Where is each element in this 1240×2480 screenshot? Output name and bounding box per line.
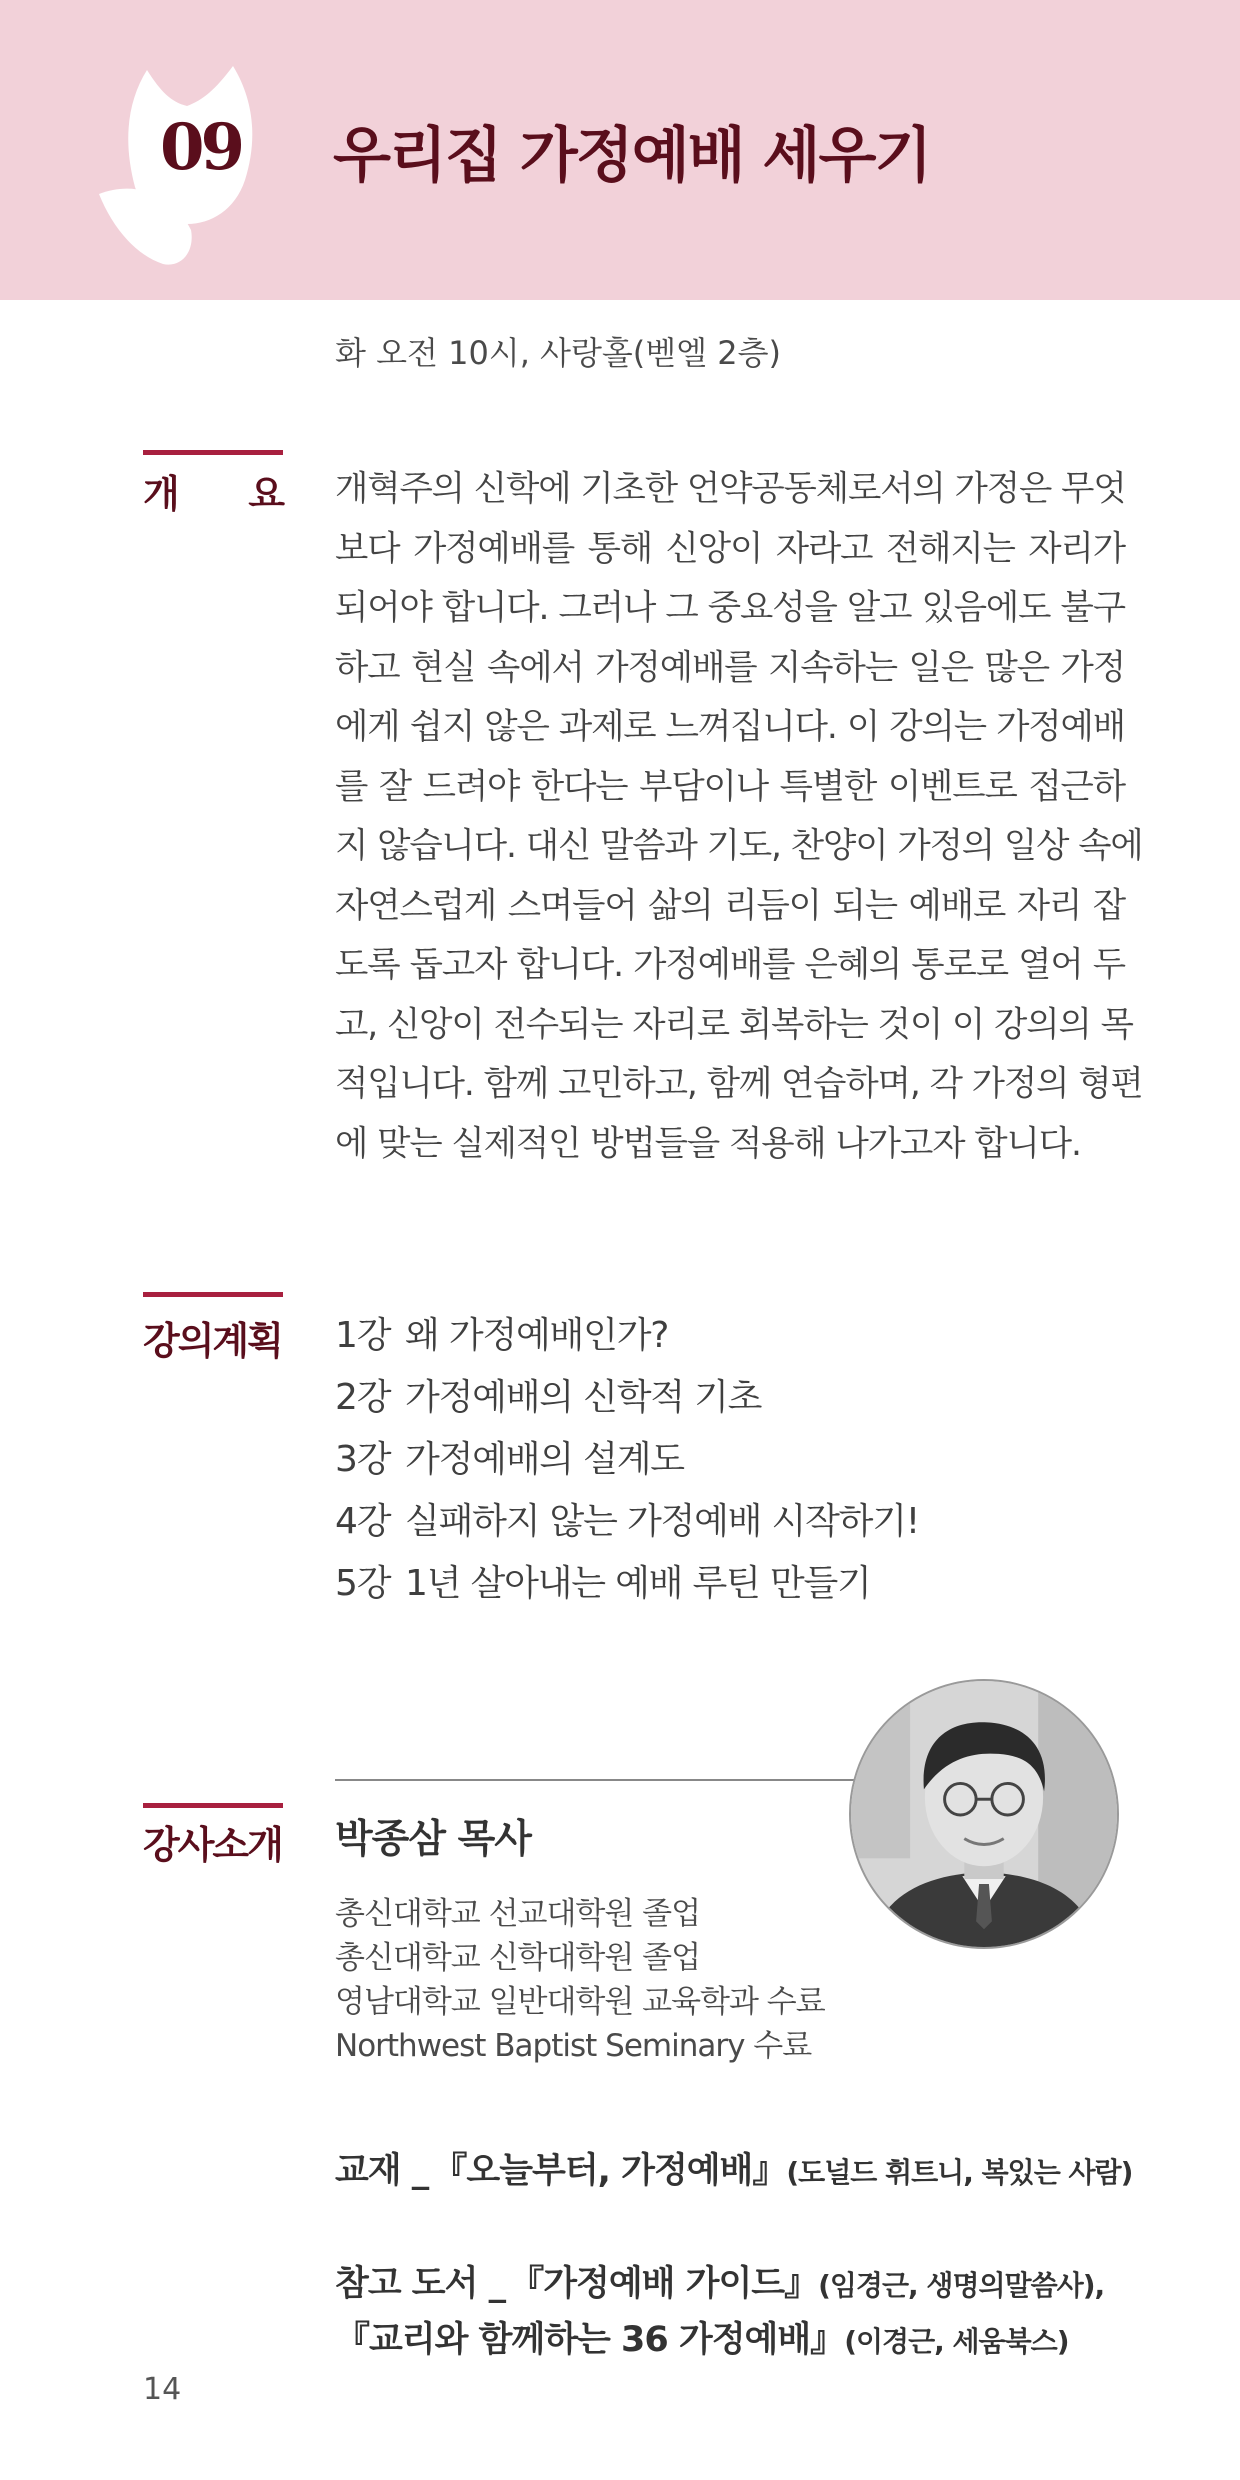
instructor-label: 강사소개 xyxy=(143,1823,282,1867)
textbook-prefix: 교재 _ xyxy=(335,2151,429,2191)
reference-detail: (이경근, 세움북스) xyxy=(844,2325,1069,2358)
textbook-detail: (도널드 휘트니, 복있는 사람) xyxy=(786,2156,1133,2189)
lecture-number: 5강 xyxy=(335,1563,391,1604)
reference-item xyxy=(335,2256,1104,2312)
lecture-title: 1년 살아내는 예배 루틴 만들기 xyxy=(405,1563,871,1604)
references xyxy=(335,2256,1104,2368)
instructor-rule xyxy=(335,1779,855,1781)
instructor-divider xyxy=(143,1803,283,1808)
overview-text xyxy=(335,460,1143,1174)
overview-line: 지 않습니다. 대신 말씀과 기도, 찬양이 가정의 일상 속에 xyxy=(335,826,1143,866)
career-item: 영남대학교 일반대학원 교육학과 수료 xyxy=(335,1984,825,2020)
overview-line: 에 맞는 실제적인 방법들을 적용해 나가고자 합니다. xyxy=(335,1123,1081,1164)
overview-line: 에게 쉽지 않은 과제로 느껴집니다. 이 강의는 가정예배 xyxy=(335,707,1125,747)
instructor-photo xyxy=(849,1679,1119,1949)
person-portrait-icon xyxy=(851,1681,1117,1947)
overview-line: 자연스럽게 스며들어 삶의 리듬이 되는 예배로 자리 잡 xyxy=(335,885,1125,926)
career-item: 총신대학교 선교대학원 졸업 xyxy=(335,1896,701,1932)
lecture-item xyxy=(335,1305,919,1367)
overview-line: 보다 가정예배를 통해 신앙이 자라고 전해지는 자리가 xyxy=(335,528,1125,569)
overview-line: 를 잘 드려야 한다는 부담이나 특별한 이벤트로 접근하 xyxy=(335,766,1125,807)
plan-divider xyxy=(143,1292,283,1297)
course-number: 09 xyxy=(160,110,242,185)
lecture-number: 2강 xyxy=(335,1377,391,1418)
overview-label-char-1: 개 xyxy=(143,472,178,516)
overview-line: 되어야 합니다. 그러나 그 중요성을 알고 있음에도 불구 xyxy=(335,588,1125,628)
reference-title: 『가정예배 가이드』 xyxy=(509,2264,819,2304)
lecture-item xyxy=(335,1367,919,1429)
course-schedule: 화 오전 10시, 사랑홀(벧엘 2층) xyxy=(335,334,782,372)
references-prefix: 참고 도서 _ xyxy=(335,2264,506,2304)
header-band xyxy=(0,0,1240,300)
plan-label: 강의계획 xyxy=(143,1319,282,1363)
course-title: 우리집 가정예배 세우기 xyxy=(333,121,931,191)
lecture-number: 1강 xyxy=(335,1315,391,1356)
lecture-title: 가정예배의 설계도 xyxy=(405,1439,684,1480)
reference-detail: (임경근, 생명의말씀사), xyxy=(818,2269,1105,2302)
textbook-title: 『오늘부터, 가정예배』 xyxy=(432,2151,787,2191)
lecture-item xyxy=(335,1429,919,1491)
reference-item xyxy=(335,2312,1104,2368)
overview-line: 개혁주의 신학에 기초한 언약공동체로서의 가정은 무엇 xyxy=(335,469,1126,509)
instructor-name: 박종삼 목사 xyxy=(335,1817,531,1862)
instructor-career-list xyxy=(335,1892,825,2068)
overview-line: 하고 현실 속에서 가정예배를 지속하는 일은 많은 가정 xyxy=(335,647,1125,688)
lecture-item xyxy=(335,1553,919,1615)
career-item: Northwest Baptist Seminary 수료 xyxy=(335,2028,812,2064)
lecture-title: 왜 가정예배인가? xyxy=(405,1315,669,1356)
overview-label xyxy=(143,463,283,518)
lecture-title: 실패하지 않는 가정예배 시작하기! xyxy=(405,1501,920,1542)
overview-divider xyxy=(143,450,283,455)
lecture-number: 3강 xyxy=(335,1439,391,1480)
page-number: 14 xyxy=(143,2372,182,2407)
lecture-title: 가정예배의 신학적 기초 xyxy=(405,1377,762,1418)
lecture-item xyxy=(335,1491,919,1553)
lecture-plan-list xyxy=(335,1305,919,1615)
overview-line: 적입니다. 함께 고민하고, 함께 연습하며, 각 가정의 형편 xyxy=(335,1064,1143,1104)
reference-title: 『교리와 함께하는 36 가정예배』 xyxy=(335,2320,845,2360)
overview-label-char-2: 요 xyxy=(248,472,283,516)
overview-line: 고, 신앙이 전수되는 자리로 회복하는 것이 이 강의의 목 xyxy=(335,1004,1133,1045)
textbook-line xyxy=(335,2143,1132,2193)
career-item: 총신대학교 신학대학원 졸업 xyxy=(335,1940,701,1976)
lecture-number: 4강 xyxy=(335,1501,391,1542)
overview-line: 도록 돕고자 합니다. 가정예배를 은혜의 통로로 열어 두 xyxy=(335,945,1125,985)
